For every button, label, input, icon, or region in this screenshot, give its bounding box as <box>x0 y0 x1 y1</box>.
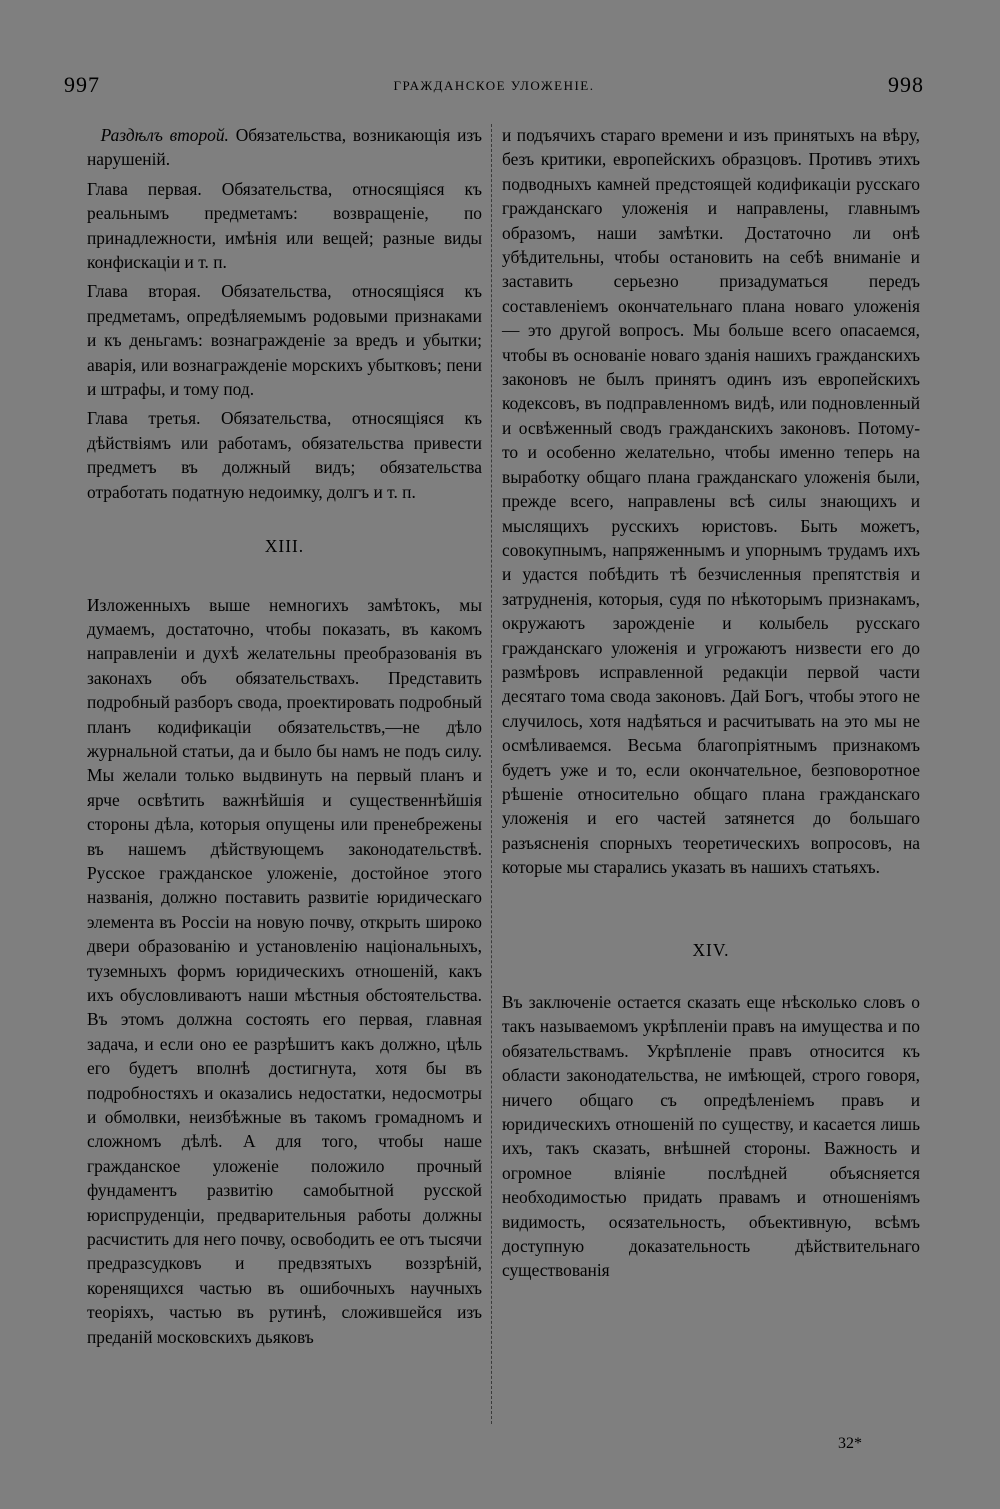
paragraph-xiii-continued: и подъячихъ стараго времени и изъ принятыхъ на вѣру, безъ критики, европейскихъ образцовъ. Противъ этихъ подводныхъ камней предстоящей кодификаціи русскаго гражданскаго уложенія и направлены, главнымъ образомъ, наши замѣтки. Достаточно ли онѣ убѣдительны, чтобы остановить на себѣ вниманіе и заставить серьезно призадуматься передъ составленіемъ окончательнаго плана новаго уложенія — это другой вопросъ. Мы больше всего опасаемся, чтобы въ основаніе новаго зданія нашихъ гражданскихъ законовъ не былъ принятъ одинъ изъ европейскихъ кодексовъ, въ подправленномъ видѣ, или подновленный и освѣженный сводъ гражданскихъ законовъ. Потому-то и особенно желательно, чтобы именно теперь на выработку общаго плана гражданскаго уложенія были, прежде всего, направлены всѣ силы знающихъ и мыслящихъ русскихъ юристовъ. Быть можетъ, совокупнымъ, напряженнымъ и упорнымъ трудамъ ихъ и удастся побѣдить тѣ безчисленныя препятствія и затрудненія, которыя, судя по нѣкоторымъ признакамъ, окружаютъ зарожденіе и колыбель русскаго гражданскаго уложенія и угрожаютъ низвести его до размѣровъ исправленной редакціи первой части десятаго тома свода законовъ. Дай Богъ, чтобы этого не случилось, хотя надѣяться и расчитывать на это мы не осмѣливаемся. Весьма благопріятнымъ признакомъ будетъ уже и то, если окончательное, безповоротное рѣшеніе относительно общаго плана гражданскаго уложенія и его частей затянется до большаго разъясненія спорныхъ теоретическихъ вопросовъ, на которые мы старались указать въ нашихъ статьяхъ. <box>502 125 920 878</box>
page-number-left: 997 <box>64 72 100 97</box>
paragraph-chapter-three: Глава третья. Обязательства, относящіяся къ дѣйствіямъ или работамъ, обязательства привести предметъ въ должный видъ; обязательства отработать податную недоимку, долгъ и т. п. <box>87 408 482 502</box>
paragraph-chapter-two: Глава вторая. Обязательства, относящіяся къ предметамъ, опредѣляемымъ родовыми признаками и къ деньгамъ: вознагражденіе за вредъ и убытки; аварія, или вознагражденіе морскихъ убытковъ; пени и штрафы, и тому под. <box>87 281 482 400</box>
page-number-right: 998 <box>888 72 924 97</box>
page-header <box>64 72 924 102</box>
section-two-title: Раздѣлъ второй. <box>100 125 229 145</box>
section-heading-xiv: XIV. <box>692 939 730 960</box>
paragraph-chapter-one: Глава первая. Обязательства, относящіяся къ реальнымъ предметамъ: возвращеніе, по принадлежности, имѣнія или вещей; разные виды конфискаціи и т. п. <box>87 178 482 273</box>
paragraph-xiii-body: Изложенныхъ выше немногихъ замѣтокъ, мы думаемъ, достаточно, чтобы показать, въ какомъ направленіи и духѣ желательны преобразованія въ законахъ объ обязательствахъ. Представить подробный разборъ свода, проектировать подробный планъ кодификаціи обязательствъ,—не дѣло журнальной статьи, да и было бы намъ не подъ силу. Мы желали только выдвинуть на первый планъ и ярче освѣтить важнѣйшія и существеннѣйшія стороны дѣла, которыя опущены или пренебрежены въ нашемъ дѣйствующемъ законодательствѣ. Русское гражданское уложеніе, достойное этого названія, должно поставить развитіе юридическаго элемента въ Россіи на новую почву, открыть широко двери образованію и установленію національныхъ, туземныхъ формъ юридическихъ отношеній, какъ ихъ обусловливаютъ наши мѣстныя обстоятельства. Въ этомъ должна состоять его первая, главная задача, и если оно ее разрѣшитъ какъ должно, цѣль его будетъ вполнѣ достигнута, хотя бы въ подробностяхъ и оказались недостатки, недосмотры и обмолвки, неизбѣжные въ такомъ громадномъ и сложномъ дѣлѣ. А для того, чтобы наше гражданское уложеніе положило прочный фундаментъ развитію самобытной русской юриспруденціи, предварительныя работы должны расчистить для него почву, освободить ее отъ тысячи предразсудковъ и предвзятыхъ воззрѣній, коренящихся частью въ ошибочныхъ научныхъ теоріяхъ, частью въ рутинѣ, сложившейся изъ преданій московскихъ дьяковъ <box>87 594 482 1347</box>
paragraph-xiv-body: Въ заключеніе остается сказать еще нѣсколько словъ о такъ называемомъ укрѣпленіи правъ на имущества и по обязательствамъ. Укрѣпленіе правъ относится къ области законодательства, не имѣющей, строго говоря, ничего общаго съ опредѣленіемъ правъ и юридическихъ отношеній по существу, и касается лишь ихъ, такъ сказать, внѣшней стороны. Важность и огромное вліяніе послѣдней объясняется необходимостью придать правамъ и отношеніямъ видимость, осязательность, объективную, всѣмъ доступную доказательность дѣйствительнаго существованія <box>502 992 920 1281</box>
section-two-text: Обязательства, возникающія изъ нарушеній. <box>87 125 482 170</box>
paragraph-section-two <box>87 123 482 172</box>
column-divider <box>491 124 493 1424</box>
running-title: ГРАЖДАНСКОЕ УЛОЖЕНІЕ. <box>393 78 595 93</box>
signature-mark: 32* <box>838 1435 862 1452</box>
right-column <box>502 123 920 1288</box>
section-heading-xiii: XIII. <box>264 536 305 557</box>
left-column <box>87 123 482 1354</box>
